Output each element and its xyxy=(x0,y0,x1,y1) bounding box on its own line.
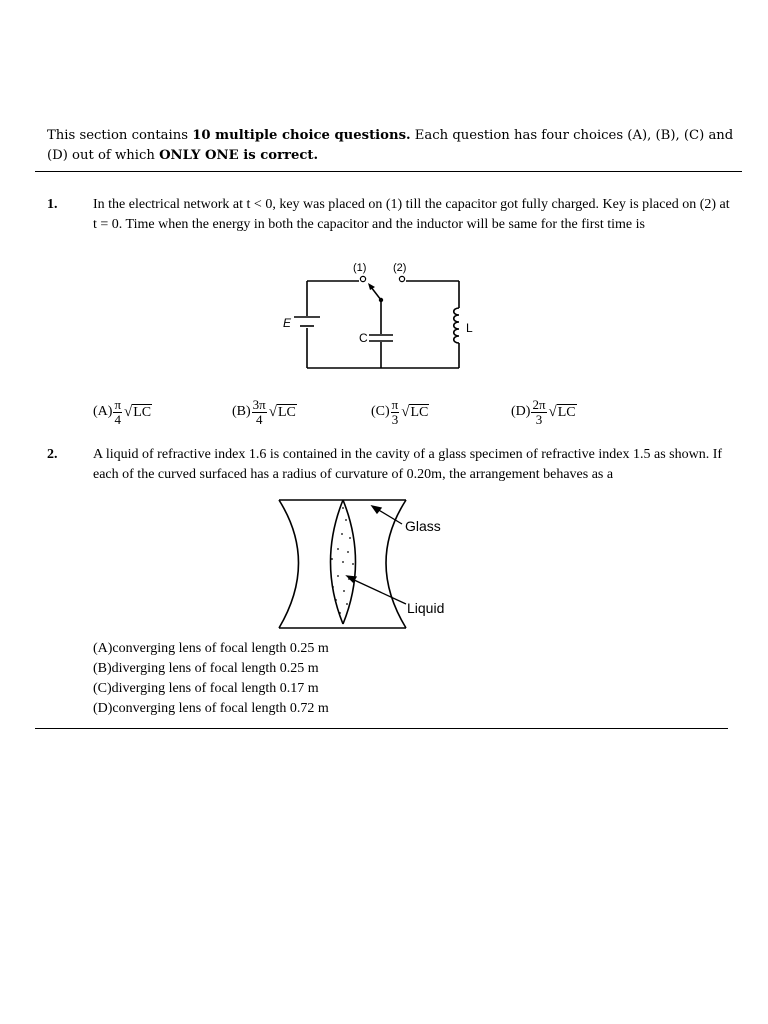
q1-option-b-fraction xyxy=(252,398,267,427)
emf-label: E xyxy=(283,316,292,330)
q1-option-d-denominator: 3 xyxy=(535,411,543,427)
intro-bold-2: ONLY ONE is correct. xyxy=(159,148,319,163)
top-divider xyxy=(35,171,742,172)
q1-option-a-fraction xyxy=(113,398,122,427)
q1-option-c-numerator: π xyxy=(391,396,399,412)
intro-bold-1: 10 multiple choice questions. xyxy=(192,128,411,143)
q1-option-b-radicand: LC xyxy=(277,405,296,420)
q1-option-a-sqrt: √ LC xyxy=(124,404,152,420)
question-1-number: 1. xyxy=(47,197,58,212)
q1-option-a-denominator: 4 xyxy=(114,411,121,427)
q1-option-a-radicand: LC xyxy=(133,405,152,420)
question-2-text: A liquid of refractive index 1.6 is contained in the cavity of a glass specimen of refractive index 1.5 as shown. If each of the curved surfaced has a radius of curvature of 0.20m, the arrangement behaves as a xyxy=(93,447,723,482)
q2-option-b[interactable]: (B)diverging lens of focal length 0.25 m xyxy=(93,661,319,676)
q1-option-b-sqrt: √ LC xyxy=(268,404,296,420)
q1-option-d-numerator: 2π xyxy=(532,396,546,412)
q1-option-c-denominator: 3 xyxy=(391,411,399,427)
q1-option-c-fraction xyxy=(391,398,400,427)
q1-option-b[interactable] xyxy=(232,393,297,431)
capacitor-label: C xyxy=(359,331,368,345)
q2-option-d[interactable]: (D)converging lens of focal length 0.72 m xyxy=(93,701,329,716)
key-2-label: (2) xyxy=(393,262,407,274)
circuit-diagram xyxy=(280,256,480,376)
q1-option-c[interactable] xyxy=(371,393,429,431)
key-1-label: (1) xyxy=(353,262,367,274)
bottom-divider xyxy=(35,728,728,729)
question-2-number: 2. xyxy=(47,447,58,462)
q1-option-a-label: (A) xyxy=(93,404,113,419)
q1-option-d-sqrt: √ LC xyxy=(548,404,576,420)
section-instructions xyxy=(47,126,737,166)
q1-option-b-denominator: 4 xyxy=(255,411,263,427)
q1-option-d-label: (D) xyxy=(511,404,531,419)
q1-option-a[interactable] xyxy=(93,393,152,431)
q2-option-a[interactable]: (A)converging lens of focal length 0.25 m xyxy=(93,641,329,656)
q1-option-d-fraction xyxy=(531,398,546,427)
q1-option-d-radicand: LC xyxy=(557,405,576,420)
intro-text-2: Each question has four choices (A), (B), (C) and (D) out of which xyxy=(47,128,734,163)
q1-option-c-label: (C) xyxy=(371,404,390,419)
question-1-text: In the electrical network at t < 0, key was placed on (1) till the capacitor got fully charged. Key is placed on (2) at t = 0. Time when the energy in both the capacitor and the inductor will be same for the first time is xyxy=(93,197,730,232)
q1-option-b-label: (B) xyxy=(232,404,251,419)
q1-option-c-radicand: LC xyxy=(410,405,429,420)
q1-option-b-numerator: 3π xyxy=(252,396,266,412)
glass-label: Glass xyxy=(405,518,441,534)
liquid-label: Liquid xyxy=(407,600,445,616)
q1-option-a-numerator: π xyxy=(114,396,122,412)
intro-text-1: This section contains xyxy=(47,128,193,143)
inductor-label: L xyxy=(466,321,473,335)
q1-option-c-sqrt: √ LC xyxy=(401,404,429,420)
lens-diagram xyxy=(270,494,470,634)
q2-option-c[interactable]: (C)diverging lens of focal length 0.17 m xyxy=(93,681,319,696)
q1-option-d[interactable] xyxy=(511,393,577,431)
